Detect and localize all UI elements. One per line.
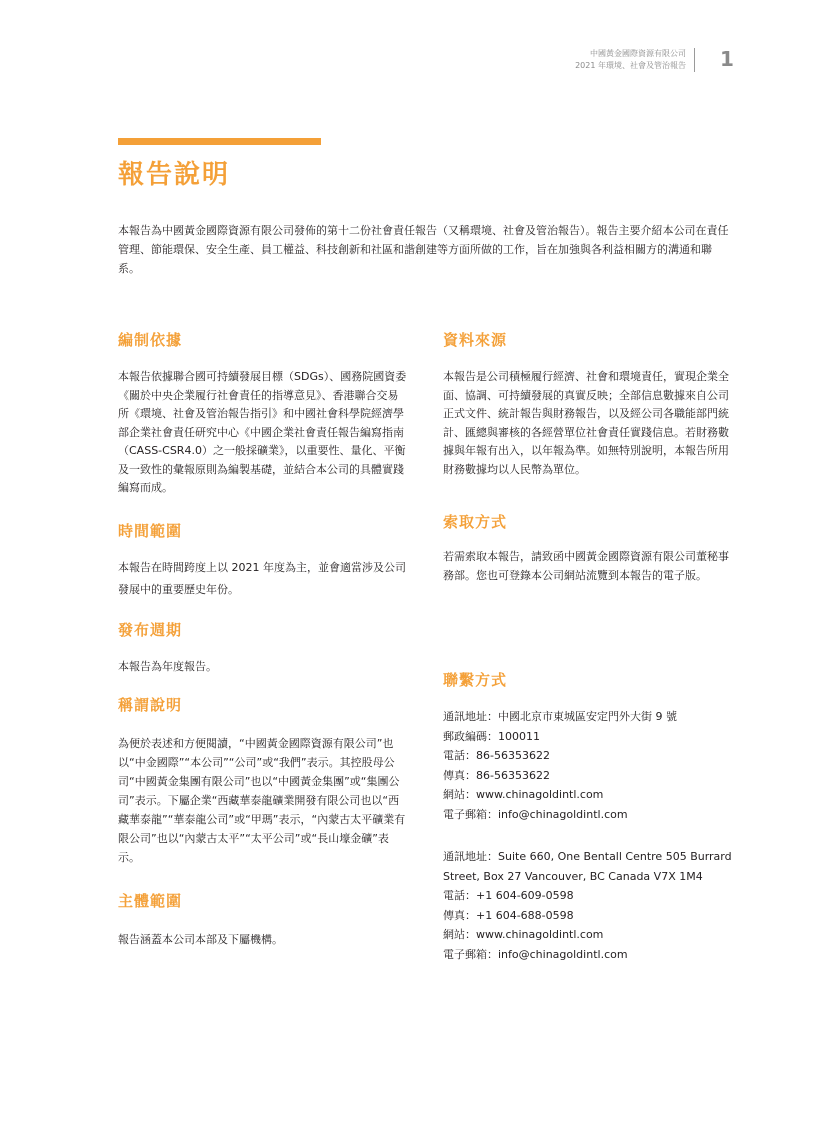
vancouver-website-link[interactable]: 網站：www.chinagoldintl.com — [443, 928, 604, 941]
title-accent-bar — [118, 138, 321, 145]
cycle-text: 本報告為年度報告。 — [118, 660, 217, 673]
terms-text: 為便於表述和方便閱讀，“中國黃金國際資源有限公司”也以“中金國際”“本公司”“公司”或“我們”表示。其控股母公司“中國黃金集團有限公司”也以“中國黃金集團”或“集團公司”表示。下屬企業“西藏華泰龍礦業開發有限公司也以“西藏華泰龍”“華泰龍公司”或“甲瑪”表示，“內蒙古太平礦業有限公司”也以“內蒙古太平”“太平公司”或“長山壕金礦”表示。 — [118, 737, 406, 864]
source-text: 本報告是公司積極履行經濟、社會和環境責任，實現企業全面、協調、可持續發展的真實反映；全部信息數據來自公司正式文件、統計報告與財務報告，以及經公司各職能部門統計、匯總與審核的各經營單位社會責任實踐信息。若財務數據與年報有出入，以年報為準。如無特別說明，本報告所用財務數據均以人民幣為單位。 — [443, 370, 729, 476]
beijing-email-link[interactable]: 電子郵箱：info@chinagoldintl.com — [443, 807, 628, 821]
page-title: 報告說明 — [118, 160, 231, 190]
page-number: 1 — [720, 47, 734, 71]
cycle-heading: 發布週期 — [118, 621, 183, 639]
access-heading: 索取方式 — [443, 513, 508, 531]
beijing-postcode: 郵政編碼：100011 — [443, 729, 540, 743]
beijing-website-link[interactable]: 網站：www.chinagoldintl.com — [443, 788, 604, 801]
basis-heading: 編制依據 — [118, 331, 183, 349]
header-company-name: 中國黃金國際資源有限公司 — [590, 49, 686, 58]
header-divider — [694, 48, 695, 72]
header-report-name: 2021 年環境、社會及管治報告 — [575, 61, 686, 70]
vancouver-phone: 電話：+1 604-609-0598 — [443, 889, 574, 902]
beijing-address: 通訊地址：中國北京市東城區安定門外大街 9 號 — [443, 710, 677, 723]
vancouver-email-link[interactable]: 電子郵箱：info@chinagoldintl.com — [443, 947, 628, 961]
time-text: 本報告在時間跨度上以 2021 年度為主，並會適當涉及公司發展中的重要歷史年份。 — [118, 561, 406, 596]
beijing-phone: 電話：86-56353622 — [443, 749, 550, 762]
access-text: 若需索取本報告，請致函中國黃金國際資源有限公司董秘事務部。您也可登錄本公司網站流覽到本報告的電子版。 — [443, 550, 729, 582]
contact-beijing — [443, 707, 743, 824]
terms-heading: 稱謂說明 — [118, 696, 183, 714]
contact-heading: 聯繫方式 — [443, 671, 508, 689]
vancouver-fax: 傳真：+1 604-688-0598 — [443, 908, 574, 922]
contact-vancouver — [443, 847, 743, 964]
source-heading: 資料來源 — [443, 331, 508, 349]
beijing-fax: 傳真：86-56353622 — [443, 768, 550, 782]
vancouver-address-line-1: 通訊地址：Suite 660, One Bentall Centre 505 Burrard — [443, 850, 732, 863]
basis-text: 本報告依據聯合國可持續發展目標（SDGs）、國務院國資委《關於中央企業履行社會責任的指導意見》、香港聯合交易所《環境、社會及管治報告指引》和中國社會科學院經濟學部企業社會責任研究中心《中國企業社會責任報告編寫指南（CASS-CSR4.0）之一般採礦業》，以重要性、量化、平衡及一致性的彙報原則為編製基礎，並結合本公司的具體實踐編寫而成。 — [118, 370, 407, 494]
intro-paragraph: 本報告為中國黃金國際資源有限公司發佈的第十二份社會責任報告（又稱環境、社會及管治報告）。報告主要介紹本公司在責任管理、節能環保、安全生產、員工權益、科技創新和社區和諧創建等方面所做的工作，旨在加強與各利益相關方的溝通和聯系。 — [118, 224, 729, 275]
vancouver-address-line-2: Street, Box 27 Vancouver, BC Canada V7X 1M4 — [443, 869, 703, 883]
scope-text: 報告涵蓋本公司本部及下屬機構。 — [118, 933, 283, 946]
time-heading: 時間範圍 — [118, 522, 183, 540]
scope-heading: 主體範圍 — [118, 892, 183, 910]
